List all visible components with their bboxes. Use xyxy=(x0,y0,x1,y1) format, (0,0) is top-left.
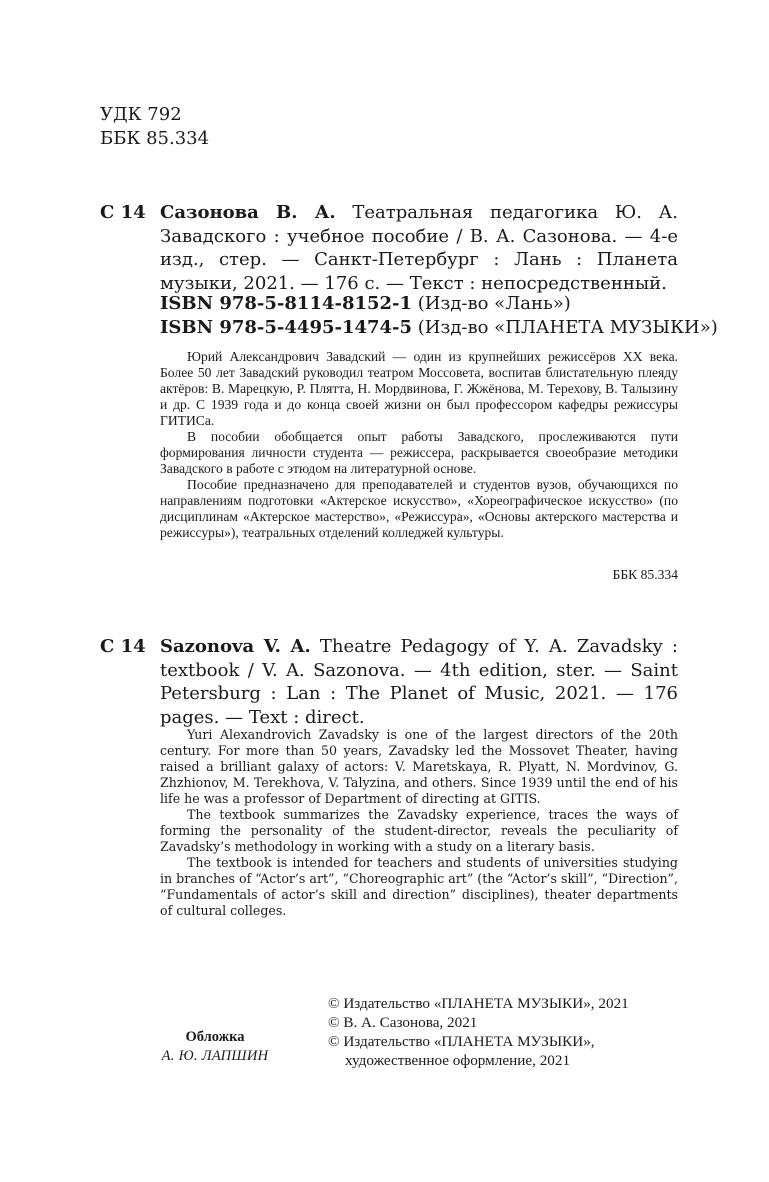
isbn-publisher: (Изд-во «ПЛАНЕТА МУЗЫКИ») xyxy=(412,316,718,338)
en-abstract-paragraph: The textbook summarizes the Zavadsky experience, traces the ways of forming the personality of the student-director, reveals the peculiarity of Zavadsky’s methodology in working with a study on a literary basis. xyxy=(160,807,678,854)
ru-bibliographic-details: Театральная педагогика Ю. А. Завадского : учебное пособие / В. А. Сазонова. — 4-е изд., стер. — Санкт-Петербург : Лань : Планета музыки, 2021. — 176 с. — Текст : непосредственный. xyxy=(160,202,678,294)
isbn-line xyxy=(160,316,720,340)
copyright-line: © В. А. Сазонова, 2021 xyxy=(328,1014,478,1031)
copyright-line: © Издательство «ПЛАНЕТА МУЗЫКИ», 2021 xyxy=(328,995,629,1012)
isbn-line xyxy=(160,292,720,316)
en-abstract xyxy=(160,727,678,919)
cover-credit xyxy=(140,1028,290,1066)
cover-artist: А. Ю. ЛАПШИН xyxy=(161,1048,269,1064)
ru-author: Сазонова В. А. xyxy=(160,202,336,223)
ru-catalog-code: С 14 xyxy=(100,202,146,223)
en-abstract-paragraph: The textbook is intended for teachers and students of universities studying in branches of “Actor’s art”, “Choreographic art” (the “Actor’s skill”, “Direction”, “Fundamentals of actor’s skill and direction” disciplines), theater departments of cultural colleges. xyxy=(160,855,678,918)
isbn-number: ISBN 978-5-4495-1474-5 xyxy=(160,316,413,338)
en-bibliographic-entry xyxy=(160,635,678,729)
ru-bbk-code: ББК 85.334 xyxy=(612,567,678,582)
ru-abstract-paragraph: В пособии обобщается опыт работы Завадского, прослеживаются пути формирования личности студента — режиссера, раскрывается своеобразие методики Завадского в работе с этюдом на литературной основе. xyxy=(160,429,678,476)
en-abstract-paragraph: Yuri Alexandrovich Zavadsky is one of the largest directors of the 20th century. For more than 50 years, Zavadsky led the Mossovet Theater, having raised a brilliant galaxy of actors: V. Maretskaya, R. Plyatt, N. Mordvinov, G. Zhzhionov, M. Terekhova, V. Talyzina, and others. Since 1939 until the end of his life he was a professor of Department of directing at GITIS. xyxy=(160,727,678,806)
isbn-publisher: (Изд-во «Лань») xyxy=(412,293,571,314)
copyright-line: © Издательство «ПЛАНЕТА МУЗЫКИ», художественное оформление, 2021 xyxy=(328,1033,595,1069)
ru-abstract-paragraph: Пособие предназначено для преподавателей и студентов вузов, обучающихся по направлениям подготовки «Актерское искусство», «Хореографическое искусство» (по дисциплинам «Актерское мастерство», «Режиссура», «Основы актерского мастерства и режиссуры»), театральных отделений колледжей культуры. xyxy=(160,477,678,540)
en-author: Sazonova V. A. xyxy=(160,636,311,657)
bbk-code: ББК 85.334 xyxy=(100,128,210,149)
isbn-number: ISBN 978-5-8114-8152-1 xyxy=(160,293,413,314)
copyright-block xyxy=(328,994,668,1070)
udk-code: УДК 792 xyxy=(100,104,182,125)
en-bibliographic-details: Theatre Pedagogy of Y. A. Zavadsky : textbook / V. A. Sazonova. — 4th edition, ster. — Saint Petersburg : Lan : The Planet of Music, 2021. — 176 pages. — Text : direct. xyxy=(160,636,678,728)
ru-isbn-block xyxy=(160,292,720,339)
ru-abstract xyxy=(160,349,678,541)
ru-bibliographic-entry xyxy=(160,201,678,295)
ru-abstract-paragraph: Юрий Александрович Завадский — один из крупнейших режиссёров XX века. Более 50 лет Завадский руководил театром Моссовета, воспитав блистательную плеяду актёров: В. Марецкую, Р. Плятта, Н. Мордвинова, Г. Жжёнова, М. Терехову, В. Талызину и др. С 1939 года и до конца своей жизни он был профессором кафедры режиссуры ГИТИСа. xyxy=(160,349,678,428)
en-catalog-code: С 14 xyxy=(100,636,146,657)
cover-label: Обложка xyxy=(185,1029,245,1045)
